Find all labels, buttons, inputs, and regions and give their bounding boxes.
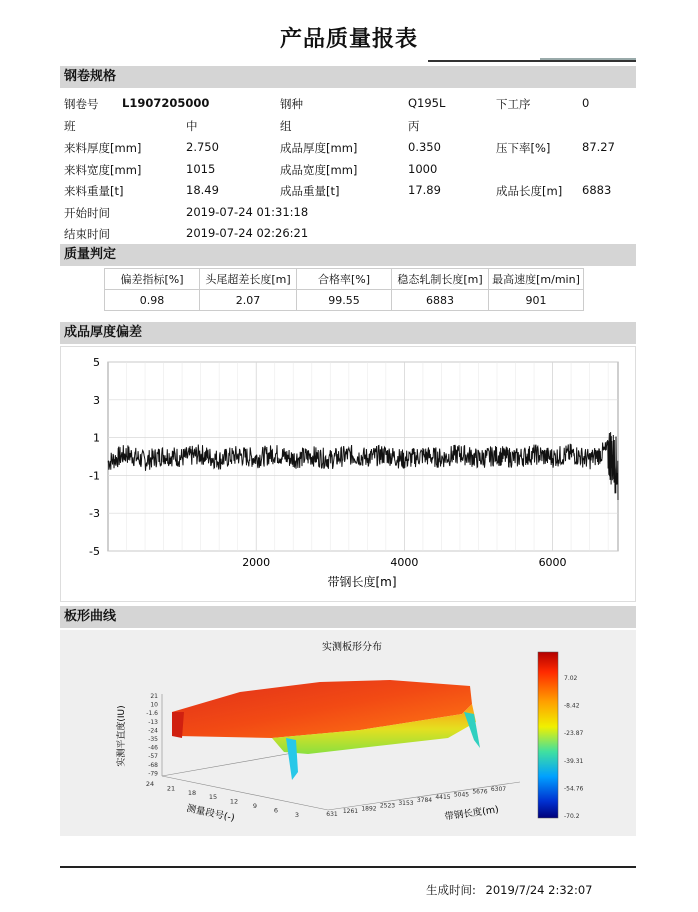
z-tick-label: -57: [148, 753, 158, 761]
spec-label: 钢卷号: [64, 97, 99, 111]
y-tick-label: 5: [93, 356, 100, 369]
z-tick-label: -24: [148, 727, 158, 735]
x-tick-label: 1892: [361, 805, 377, 813]
z-tick-label: -79: [148, 770, 158, 778]
generated-time-label: 生成时间:: [426, 883, 476, 897]
z-tick-label: 21: [150, 693, 158, 700]
section-header-flatness: 板形曲线: [60, 606, 636, 628]
colorbar-tick-label: -23.87: [564, 730, 584, 738]
footer-divider: [60, 866, 636, 868]
x-tick-label: 2000: [242, 556, 271, 569]
x-tick-label: 5045: [453, 791, 470, 799]
y-tick-label: 3: [294, 810, 300, 819]
y-tick-label: 18: [187, 788, 197, 797]
colorbar-tick-label: -39.31: [564, 757, 584, 765]
y-tick-label: -1: [89, 469, 100, 483]
y-tick-label: 9: [252, 802, 258, 810]
x-tick-label: 631: [326, 811, 338, 818]
colorbar-tick-label: -54.76: [564, 785, 584, 793]
colorbar-tick-label: -70.2: [564, 813, 580, 820]
quality-value-cell: 6883: [392, 290, 489, 311]
spec-label: 来料厚度[mm]: [64, 141, 142, 155]
y-tick-label: 24: [145, 780, 155, 788]
quality-value-cell: 901: [489, 290, 584, 311]
flatness-x-axis-label: 带钢长度(m): [443, 804, 500, 823]
section-header-quality: 质量判定: [60, 244, 636, 266]
quality-header-cell: 偏差指标[%]: [105, 269, 200, 290]
y-tick-label: 3: [93, 393, 100, 407]
spec-value: 0.350: [408, 140, 441, 154]
spec-value: 0: [582, 96, 590, 110]
spec-label: 钢种: [280, 97, 303, 111]
y-tick-label: 12: [229, 797, 239, 806]
y-tick-label: 21: [166, 784, 176, 793]
quality-value-cell: 99.55: [297, 290, 392, 311]
quality-value-cell: 0.98: [105, 290, 200, 311]
spec-value: Q195L: [408, 96, 446, 110]
x-tick-label: 1261: [342, 808, 359, 816]
spec-label: 成品重量[t]: [280, 184, 340, 198]
flatness-y-axis-label: 测量段号(-): [185, 803, 236, 825]
x-tick-label: 6307: [490, 785, 507, 793]
flatness-surface-edge: [172, 712, 184, 738]
report-title: 产品质量报表: [279, 27, 418, 52]
spec-label: 来料重量[t]: [64, 184, 124, 198]
thickness-x-axis-label: 带钢长度[m]: [327, 575, 397, 589]
z-tick-label: -46: [148, 744, 158, 752]
x-tick-label: 6000: [538, 556, 567, 569]
z-tick-label: -35: [148, 736, 158, 743]
flatness-surface-spike: [286, 738, 298, 780]
spec-value: 丙: [408, 119, 420, 133]
start-time-value: 2019-07-24 01:31:18: [186, 205, 309, 219]
spec-value: 2.750: [186, 140, 219, 154]
z-tick-label: -1.6: [146, 710, 158, 718]
spec-label: 成品长度[m]: [496, 184, 563, 198]
spec-value: 87.27: [582, 140, 615, 154]
spec-label: 压下率[%]: [496, 141, 551, 155]
z-tick-label: -13: [148, 718, 158, 726]
x-tick-label: 3153: [398, 799, 414, 807]
x-tick-label: 4000: [390, 556, 419, 569]
x-tick-label: 3784: [416, 797, 433, 804]
coil-number-value: L1907205000: [122, 96, 210, 110]
quality-value-cell: 2.07: [200, 290, 297, 311]
quality-header-cell: 头尾超差长度[m]: [200, 269, 297, 290]
x-tick-label: 4415: [435, 794, 451, 802]
z-tick-label: 10: [150, 701, 158, 709]
spec-label: 来料宽度[mm]: [64, 163, 142, 177]
flatness-colorbar: [538, 652, 558, 818]
colorbar-tick-label: -8.42: [564, 702, 580, 710]
section-header-spec: 钢卷规格: [60, 66, 636, 88]
spec-label: 班: [64, 119, 76, 133]
quality-header-cell: 合格率[%]: [297, 269, 392, 290]
spec-label: 成品宽度[mm]: [280, 163, 358, 177]
y-tick-label: 15: [208, 793, 218, 802]
section-header-thickness: 成品厚度偏差: [60, 322, 636, 344]
end-time-label: 结束时间: [64, 227, 110, 241]
y-tick-label: 6: [273, 806, 279, 815]
spec-label: 成品厚度[mm]: [280, 141, 358, 155]
spec-value: 中: [186, 119, 198, 133]
flatness-surface-spike: [464, 712, 480, 748]
y-tick-label: -5: [89, 545, 100, 558]
quality-header-cell: 稳态轧制长度[m]: [392, 269, 489, 290]
spec-value: 6883: [582, 183, 612, 197]
spec-label: 组: [280, 119, 292, 133]
start-time-label: 开始时间: [64, 206, 110, 220]
colorbar-tick-label: 7.02: [564, 675, 578, 682]
x-tick-label: 2523: [379, 802, 396, 810]
generated-time: [426, 882, 593, 898]
spec-label: 下工序: [496, 97, 531, 111]
flatness-chart-title: 实测板形分布: [322, 642, 382, 653]
spec-value: 1000: [408, 162, 438, 176]
y-tick-label: 1: [93, 431, 100, 445]
z-tick-label: -68: [148, 761, 158, 769]
flatness-surface-chart: [60, 630, 636, 836]
spec-value: 18.49: [186, 183, 219, 197]
quality-header-cell: 最高速度[m/min]: [489, 269, 584, 290]
generated-time-value: 2019/7/24 2:32:07: [485, 883, 593, 897]
x-tick-label: 5676: [472, 788, 488, 796]
spec-value: 1015: [186, 162, 216, 176]
y-tick-label: -3: [89, 507, 100, 521]
flatness-z-axis-label: 实测平直度(IU): [117, 705, 127, 767]
end-time-value: 2019-07-24 02:26:21: [186, 226, 309, 240]
spec-value: 17.89: [408, 183, 441, 197]
